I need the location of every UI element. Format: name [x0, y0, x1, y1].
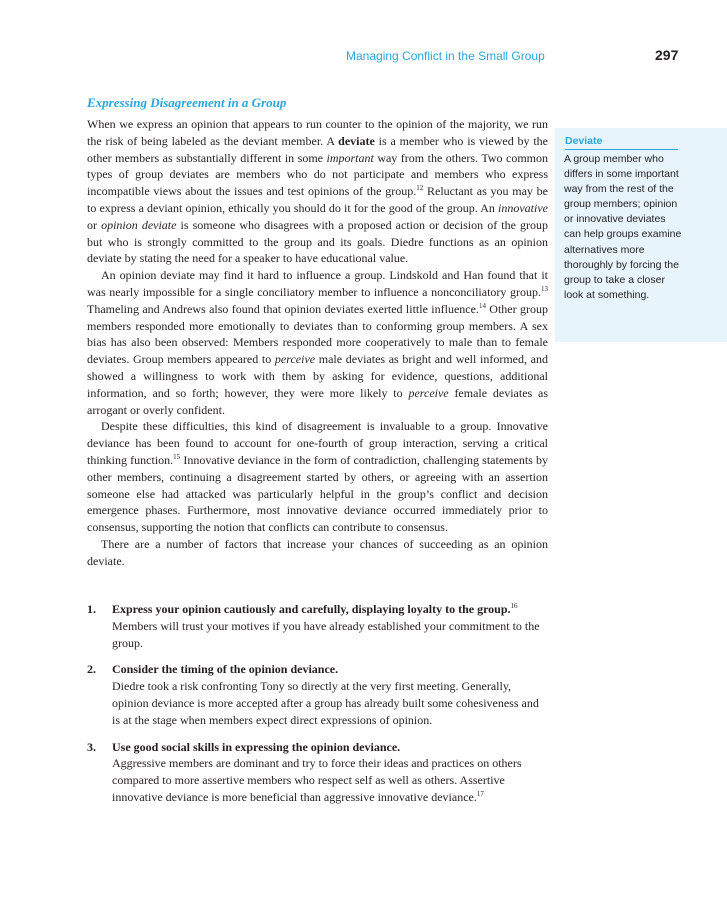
list-item-number: 3.	[87, 739, 96, 754]
p1-text-4: Reluctant as you may be to express a deviant opinion, ethically you should do it for the good of the group. An	[87, 184, 549, 215]
p2-text-3: Other group members responded more emotionally to deviates than to conforming group members. A sex bias has also been observed: Members responded more cooperatively to male than to female deviates. Group members appeared to	[87, 301, 548, 367]
list-item	[87, 661, 548, 728]
page-number: 297	[655, 47, 679, 63]
p2-text-4: male deviates as bright and well informed, and showed a willingness to work with them by asking for evidence, questions, additional information, and so forth; however, they were more likely to	[87, 352, 548, 400]
list-item	[87, 739, 548, 806]
p1-text-1: When we express an opinion that appears to run counter to the opinion of the majority, we run the risk of being labeled as the deviant member. A	[87, 117, 548, 148]
paragraph-1	[87, 116, 548, 267]
list-item	[87, 601, 548, 651]
section-heading: Expressing Disagreement in a Group	[87, 95, 287, 110]
footnote-ref-15: 15	[173, 452, 181, 461]
paragraph-4	[87, 536, 548, 570]
p1-term-deviate: deviate	[338, 133, 375, 148]
p1-text-6: is someone who disagrees with a proposed action or decision of the group but who is strongly committed to the group and its goals. Diedre functions as an opinion deviate by stating the need for a speaker to have educational value.	[87, 217, 548, 266]
margin-note-term: Deviate	[565, 135, 603, 147]
p3-text-2: Innovative deviance in the form of contradiction, challenging statements by other members, continuing a disagreement started by others, or agreeing with an assertion someone else had attacked was particularly helpful in the group’s conflict and decision emergence phases. Furthermore, most innovative deviance occurred immediately prior to consensus, supporting the notion that conflicts can contribute to consensus.	[87, 452, 548, 535]
p1-text-3: way from the others. Two common types of group deviates are members who do not participate and members who express incompatible views about the issues and test opinions of the group.	[87, 150, 548, 199]
footnote-ref-13: 13	[541, 284, 548, 293]
p1-text-5: or	[87, 217, 102, 232]
p1-emph-innovative: innovative	[498, 200, 548, 215]
p1-emph-important: important	[326, 150, 374, 165]
margin-note-definition: A group member who differs in some important way from the rest of the group members; opinion or innovative deviates can help groups examine alternatives more thoroughly by forcing the group to take a closer look at something.	[564, 153, 682, 301]
p4-text-1: There are a number of factors that increase your chances of succeeding as an opinion deviate.	[87, 536, 548, 568]
p1-emph-opinion-deviate: opinion deviate	[101, 217, 177, 232]
p2-emph-perceive-1: perceive	[274, 352, 316, 367]
paragraph-2	[87, 267, 548, 418]
list-item-body: Diedre took a risk confronting Tony so directly at the very first meeting. Generally, opinion deviance is more accepted after a group has already built some cohesiveness and is at the stage when members expect direct expressions of opinion.	[112, 679, 539, 727]
p2-emph-perceive-2: perceive	[408, 385, 449, 400]
p2-text-1: An opinion deviate may find it hard to influence a group. Lindskold and Han found that it was nearly impossible for a single conciliatory member to influence a nonconciliatory group.	[87, 268, 548, 299]
footnote-ref-12: 12	[416, 184, 424, 193]
list-item-body: Members will trust your motives if you have already established your commitment to the group.	[112, 618, 540, 650]
list-item-title: Consider the timing of the opinion deviance.	[112, 662, 339, 677]
numbered-list	[87, 601, 548, 816]
list-item-body	[112, 755, 548, 805]
running-head-title: Managing Conflict in the Small Group	[346, 49, 545, 63]
p3-text-1: Despite these difficulties, this kind of disagreement is invaluable to a group. Innovative deviance has been found to account for one-fourth of group interaction, serving a critical thinking function.	[87, 419, 548, 467]
p2-text-5: female deviates as arrogant or overly confident.	[87, 385, 548, 417]
list-item-number: 2.	[87, 662, 96, 677]
body-text	[87, 116, 548, 570]
list-item-title: Express your opinion cautiously and carefully, displaying loyalty to the group.	[112, 602, 511, 616]
margin-note-divider	[565, 149, 678, 150]
list-item-body-text: Aggressive members are dominant and try to force their ideas and practices on others compared to more assertive members who respect self as well as others. Assertive innovative deviance is more beneficial than aggressive innovative deviance.	[112, 756, 522, 804]
footnote-ref-14: 14	[478, 301, 486, 310]
footnote-ref-16: 16	[510, 602, 518, 610]
list-item-number: 1.	[87, 602, 96, 616]
p1-text-2: is a member who is viewed by the other members as substantially different in some	[87, 133, 548, 165]
p2-text-2: Thameling and Andrews also found that opinion deviates exerted little influence.	[87, 301, 479, 316]
paragraph-3	[87, 418, 548, 536]
footnote-ref-17: 17	[476, 789, 484, 798]
list-item-title: Use good social skills in expressing the opinion deviance.	[112, 739, 401, 754]
